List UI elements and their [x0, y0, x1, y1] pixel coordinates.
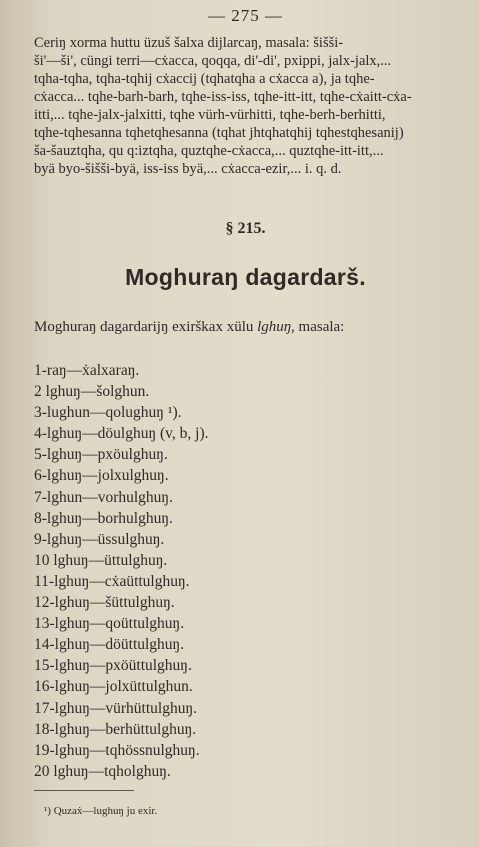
numeral-item: 3-lughun—qolughuŋ ¹). — [34, 404, 182, 422]
lead-word: lghuŋ — [257, 319, 292, 335]
lead-text: Moghuraŋ dagardarijŋ exirškax xülu — [34, 319, 258, 335]
numeral-item: 19-lghuŋ—tqhössnulghuŋ. — [34, 741, 200, 759]
section-number: § 215. — [225, 220, 266, 237]
numeral-item: 8-lghuŋ—borhulghuŋ. — [34, 509, 173, 527]
intro-line: itti,... tqhe-jalx-jalxitti, tqhe vürh-vürhitti, tqhe-berh-berhitti, — [34, 107, 386, 123]
numeral-item: 17-lghuŋ—vürhüttulghuŋ. — [34, 699, 198, 717]
numeral-item: 6-lghuŋ—jolxulghuŋ. — [34, 467, 169, 485]
intro-paragraph — [34, 34, 457, 178]
intro-line: ši'—ši', cüngi terri—cẋacca, qoqqa, di'-di', pxippi, jalx-jalx,... — [34, 53, 392, 69]
page-number: — 275 — — [208, 6, 283, 25]
intro-line: tqha-tqha, tqha-tqhij cẋaccij (tqhatqha a cẋacca a), ja tqhe- — [34, 71, 375, 87]
numeral-item: 20 lghuŋ—tqholghuŋ. — [34, 762, 171, 780]
numeral-item: 13-lghuŋ—qoüttulghuŋ. — [34, 615, 185, 633]
footnote: ¹) Quzaẋ—lughuŋ ju exir. — [44, 804, 158, 817]
intro-line: ša-šauztqha, qu q:iztqha, quztqhe-cẋacca,... quztqhe-itt-itt,... — [34, 143, 384, 159]
footnote-divider — [34, 790, 134, 791]
numeral-item: 10 lghuŋ—üttulghuŋ. — [34, 551, 168, 569]
numeral-item: 14-lghuŋ—döüttulghuŋ. — [34, 636, 185, 654]
numeral-item: 18-lghuŋ—berhüttulghuŋ. — [34, 720, 197, 738]
intro-line: cẋacca... tqhe-barh-barh, tqhe-iss-iss, tqhe-itt-itt, tqhe-cẋaitt-cẋa- — [34, 89, 412, 105]
numeral-item: 15-lghuŋ—pxöüttulghuŋ. — [34, 657, 192, 675]
lead-tail: , masala: — [291, 319, 345, 335]
numeral-item: 2 lghuŋ—šolghun. — [34, 383, 150, 401]
section-title: Moghuraŋ dagardarš. — [125, 264, 366, 290]
numeral-list — [34, 360, 457, 782]
numeral-item: 5-lghuŋ—pxöulghuŋ. — [34, 446, 168, 464]
numeral-item: 1-raŋ—ẋalxaraŋ. — [34, 362, 140, 379]
intro-line: Ceriŋ xorma huttu üzuš šalxa dijlarcaŋ, masala: šišši- — [34, 35, 344, 51]
numeral-item: 16-lghuŋ—jolxüttulghun. — [34, 678, 193, 696]
numeral-item: 11-lghuŋ—cẋaüttulghuŋ. — [34, 572, 190, 590]
numeral-item: 12-lghuŋ—šüttulghuŋ. — [34, 594, 175, 612]
intro-line: tqhe-tqhesanna tqhetqhesanna (tqhat jhtqhatqhij tqhestqhesanij) — [34, 125, 404, 141]
numeral-item: 7-lghun—vorhulghuŋ. — [34, 488, 173, 506]
numeral-item: 4-lghuŋ—döulghuŋ (v, b, j). — [34, 425, 209, 443]
intro-line: byä byo-šišši-byä, iss-iss byä,... cẋacca-ezir,... i. q. d. — [34, 161, 342, 177]
numeral-item: 9-lghuŋ—üssulghuŋ. — [34, 530, 165, 548]
section-lead — [34, 319, 457, 336]
